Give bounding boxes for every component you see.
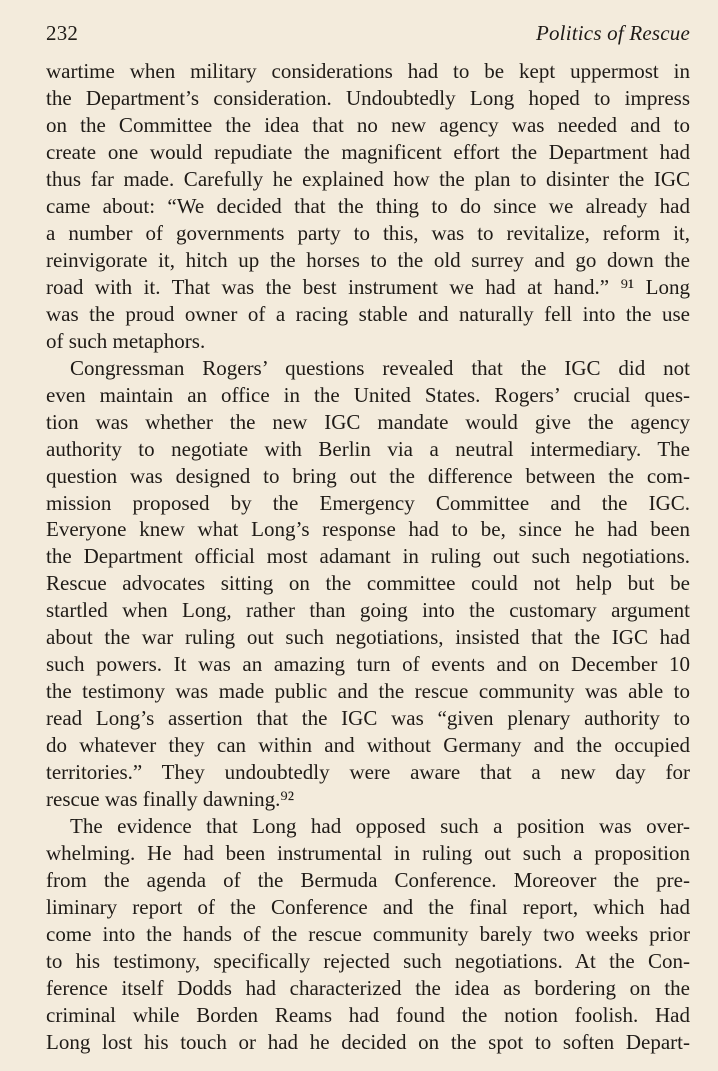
text-line: tion was whether the new IGC mandate would give the agency: [46, 409, 690, 434]
text-line: such powers. It was an amazing turn of events and on December 10: [46, 652, 690, 677]
paragraph-3: [46, 813, 690, 1056]
text-line: about the war ruling out such negotiations, insisted that the IGC had: [46, 625, 690, 650]
text-line: ference itself Dodds had characterized the idea as bordering on the: [46, 975, 690, 1000]
text-line: do whatever they can within and without Germany and the occupied: [46, 733, 690, 758]
text-line: came about: “We decided that the thing to do since we already had: [46, 193, 690, 218]
text-line: criminal while Borden Reams had found the notion foolish. Had: [46, 1002, 690, 1027]
text-line: whelming. He had been instrumental in ruling out such a proposition: [46, 841, 690, 866]
text-line: the Department’s consideration. Undoubtedly Long hoped to impress: [46, 85, 690, 110]
running-head: Politics of Rescue: [535, 21, 690, 45]
text-line: startled when Long, rather than going into the customary argument: [46, 598, 690, 623]
text-line: road with it. That was the best instrument we had at hand.” ⁹¹ Long: [46, 274, 690, 299]
text-line: of such metaphors.: [46, 328, 206, 353]
text-line: a number of governments party to this, was to revitalize, reform it,: [46, 220, 690, 245]
page-header: [46, 18, 690, 48]
text-line: create one would repudiate the magnificent effort the Department had: [46, 139, 690, 164]
text-line: was the proud owner of a racing stable and naturally fell into the use: [46, 301, 690, 326]
text-line: read Long’s assertion that the IGC was “given plenary authority to: [46, 706, 690, 731]
text-line: Everyone knew what Long’s response had to be, since he had been: [46, 517, 690, 542]
text-line: authority to negotiate with Berlin via a neutral intermediary. The: [46, 436, 690, 461]
page-number: 232: [46, 21, 79, 45]
text-line: from the agenda of the Bermuda Conference. Moreover the pre-: [46, 868, 690, 893]
text-line: come into the hands of the rescue community barely two weeks prior: [46, 922, 690, 946]
text-line: territories.” They undoubtedly were aware that a new day for: [46, 760, 690, 785]
text-line: even maintain an office in the United States. Rogers’ crucial ques-: [46, 382, 690, 407]
text-line: question was designed to bring out the difference between the com-: [46, 463, 690, 488]
text-line: on the Committee the idea that no new agency was needed and to: [46, 112, 690, 137]
text-line: rescue was finally dawning.⁹²: [46, 787, 295, 812]
text-line: reinvigorate it, hitch up the horses to the old surrey and go down the: [46, 247, 690, 272]
text-line: mission proposed by the Emergency Committee and the IGC.: [46, 490, 690, 515]
text-line: to his testimony, specifically rejected such negotiations. At the Con-: [46, 948, 690, 973]
text-line: wartime when military considerations had to be kept uppermost in: [46, 59, 690, 83]
text-line: the Department official most adamant in ruling out such negotiations.: [46, 544, 690, 569]
paragraph-2: [46, 355, 690, 813]
text-line: Congressman Rogers’ questions revealed that the IGC did not: [70, 355, 690, 380]
text-line: Long lost his touch or had he decided on the spot to soften Depart-: [46, 1029, 690, 1054]
paragraph-1: [46, 58, 690, 355]
text-line: the testimony was made public and the rescue community was able to: [46, 679, 690, 704]
text-line: The evidence that Long had opposed such a position was over-: [70, 814, 690, 839]
text-line: Rescue advocates sitting on the committee could not help but be: [46, 571, 690, 596]
body-text: [46, 58, 690, 1056]
text-line: thus far made. Carefully he explained how the plan to disinter the IGC: [46, 166, 690, 191]
text-line: liminary report of the Conference and the final report, which had: [46, 895, 690, 920]
